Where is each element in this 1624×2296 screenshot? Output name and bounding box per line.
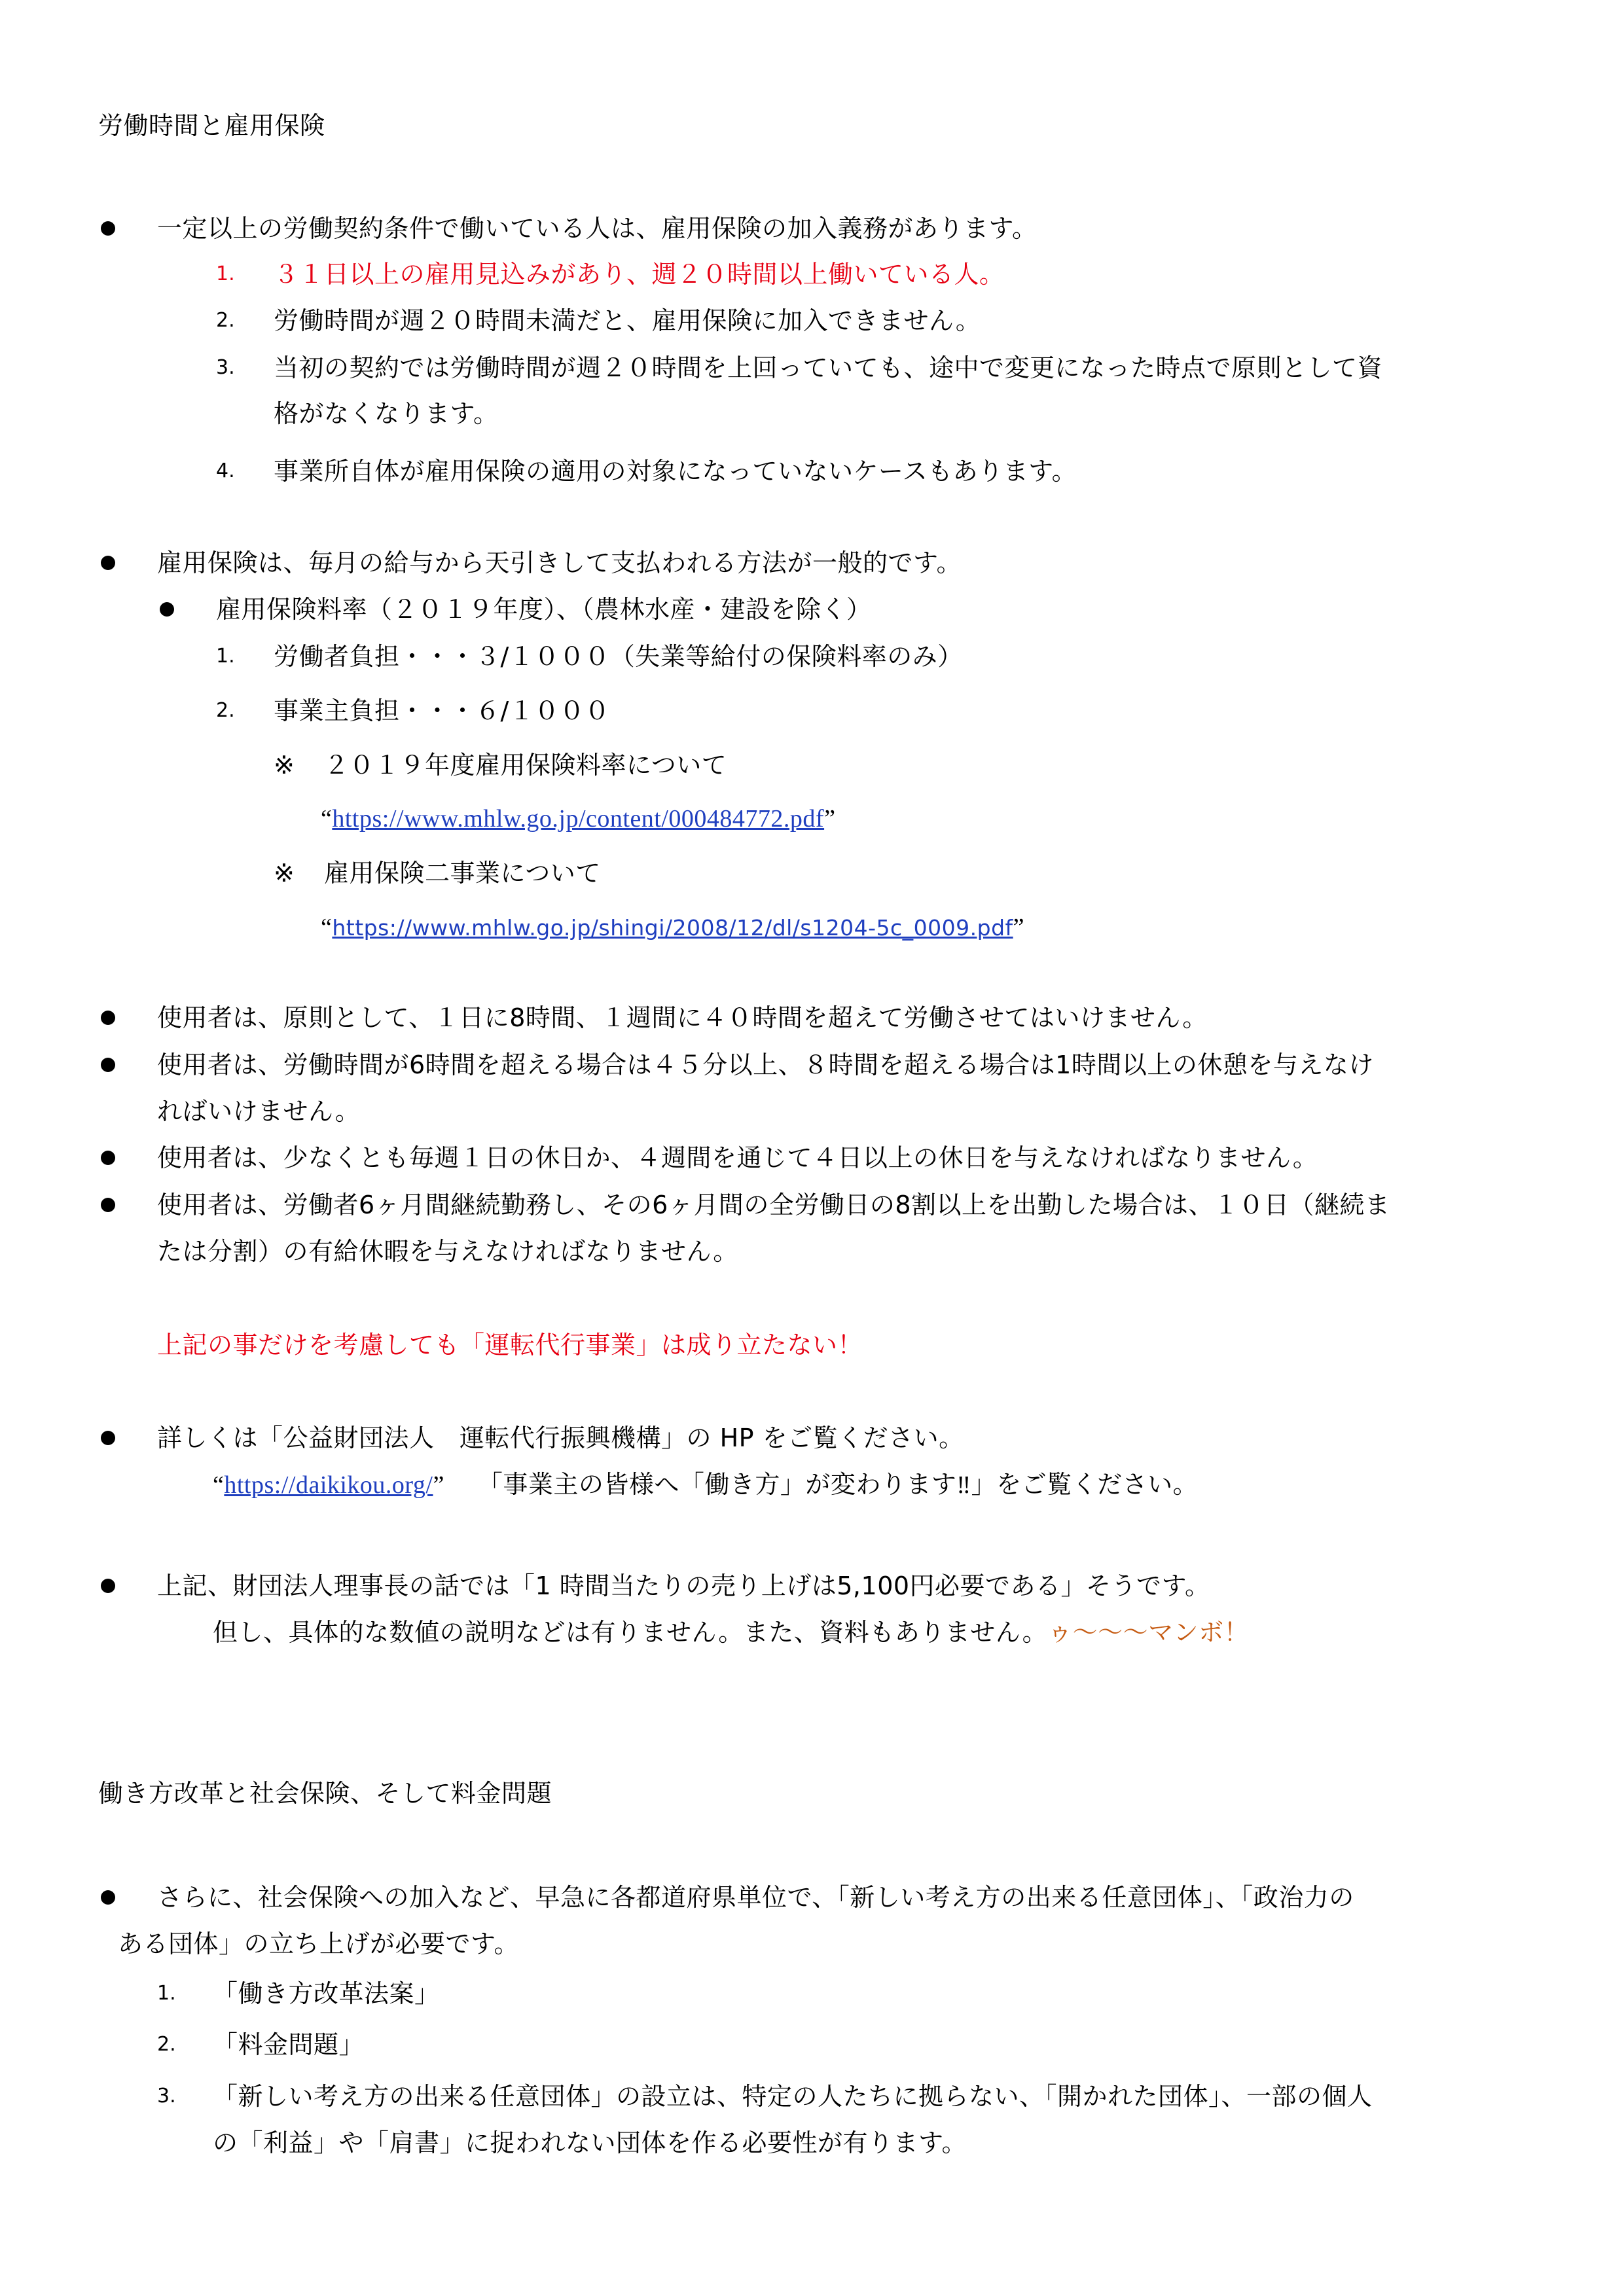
list-number: 2. xyxy=(216,699,235,722)
list-number: 3. xyxy=(216,356,235,379)
note-mark: ※ xyxy=(274,859,295,888)
list-number: 2. xyxy=(216,309,235,332)
bullet-continuation-line xyxy=(213,1613,1249,1652)
list-item-continuation: の「利益」や「肩書」に捉われない団体を作る必要性が有ります。 xyxy=(213,2128,967,2157)
open-quote: “ xyxy=(321,805,333,833)
reference-line xyxy=(213,1465,1198,1505)
list-item-text: 「新しい考え方の出来る任意団体」の設立は、特定の人たちに拠らない、「開かれた団体」、一部の個人 xyxy=(213,2082,1373,2111)
bullet-dot xyxy=(101,1058,115,1072)
sub-bullet-dot xyxy=(160,602,174,617)
list-number: 2. xyxy=(157,2033,176,2056)
mambo-exclaim: ゥ～～～マンボ！ xyxy=(1047,1618,1250,1647)
list-number: 1. xyxy=(157,1982,176,2005)
bullet-dot xyxy=(101,1890,115,1905)
open-quote: “ xyxy=(213,1471,225,1499)
list-item-text: 労働時間が週２０時間未満だと、雇用保険に加入できません。 xyxy=(274,306,981,335)
bullet-continuation: 但し、具体的な数値の説明などは有りません。また、資料もありません。 xyxy=(213,1618,1048,1647)
bullet-text: 使用者は、少なくとも毎週１日の休日か、４週間を通じて４日以上の休日を与えなければなりません。 xyxy=(157,1143,1318,1172)
bullet-continuation: ればいけません。 xyxy=(157,1097,361,1126)
bullet-dot xyxy=(101,1198,115,1212)
bullet-dot xyxy=(101,1011,115,1025)
reference-text: 「事業主の皆様へ「働き方」が変わります‼」をご覧ください。 xyxy=(490,1471,1199,1499)
list-item-text: 当初の契約では労働時間が週２０時間を上回っていても、途中で変更になった時点で原則として資 xyxy=(274,353,1383,382)
close-quote: ” xyxy=(824,805,836,833)
bullet-text: 使用者は、原則として、１日に8時間、１週間に４０時間を超えて労働させてはいけません。 xyxy=(157,1003,1208,1032)
rate-pdf-link[interactable]: https://www.mhlw.go.jp/content/000484772.pdf xyxy=(332,805,825,833)
close-quote: ” xyxy=(1013,914,1025,941)
daikikou-link[interactable]: https://daikikou.org/ xyxy=(224,1471,433,1499)
bullet-dot xyxy=(101,1579,115,1593)
open-quote: “ xyxy=(321,914,333,941)
list-item-text: 労働者負担・・・３/１０００（失業等給付の保険料率のみ） xyxy=(274,642,963,671)
bullet-continuation: ある団体」の立ち上げが必要です。 xyxy=(118,1929,519,1958)
section-heading-labor: 労働時間と雇用保険 xyxy=(98,111,325,140)
bullet-text: 使用者は、労働者6ヶ月間継続勤務し、その6ヶ月間の全労働日の8割以上を出勤した場合は、１０日（継続ま xyxy=(157,1191,1390,1219)
list-item-text: 「働き方改革法案」 xyxy=(213,1979,440,2008)
list-item-text: 「料金問題」 xyxy=(213,2030,365,2059)
bullet-text: 一定以上の労働契約条件で働いている人は、雇用保険の加入義務があります。 xyxy=(157,214,1038,243)
section-heading-reform: 働き方改革と社会保険、そして料金問題 xyxy=(98,1779,552,1808)
list-item-text: 事業主負担・・・６/１０００ xyxy=(274,696,610,725)
bullet-dot xyxy=(101,1151,115,1165)
list-number: 1. xyxy=(216,645,235,668)
note-text: ２０１９年度雇用保険料率について xyxy=(324,751,727,780)
bullet-text: 上記、財団法人理事長の話では「1 時間当たりの売り上げは5,100円必要である」そうです。 xyxy=(157,1571,1210,1600)
note-link-line xyxy=(321,907,1024,948)
bullet-dot xyxy=(101,221,115,236)
bullet-text: さらに、社会保険への加入など、早急に各都道府県単位で、「新しい考え方の出来る任意団体」、「政治力の xyxy=(157,1883,1354,1912)
note-mark: ※ xyxy=(274,751,295,780)
bullet-text: 詳しくは「公益財団法人 運転代行振興機構」の HP をご覧ください。 xyxy=(157,1424,964,1452)
warning-text: 上記の事だけを考慮しても「運転代行事業」は成り立たない！ xyxy=(157,1331,863,1359)
list-number: 1. xyxy=(216,262,235,285)
close-quote: ” xyxy=(433,1471,444,1499)
bullet-continuation: たは分割）の有給休暇を与えなければなりません。 xyxy=(157,1237,738,1266)
bullet-text: 使用者は、労働時間が6時間を超える場合は４５分以上、８時間を超える場合は1時間以上の休憩を与えなけ xyxy=(157,1050,1374,1079)
list-number: 3. xyxy=(157,2085,176,2108)
list-number: 4. xyxy=(216,459,235,482)
two-programs-pdf-link[interactable]: https://www.mhlw.go.jp/shingi/2008/12/dl/s1204-5c_0009.pdf xyxy=(332,915,1013,941)
note-link-line xyxy=(321,799,835,838)
list-item-continuation: 格がなくなります。 xyxy=(274,399,499,428)
bullet-dot xyxy=(101,1431,115,1445)
list-item-text: 事業所自体が雇用保険の適用の対象になっていないケースもあります。 xyxy=(274,457,1077,486)
bullet-text: 雇用保険は、毎月の給与から天引きして支払われる方法が一般的です。 xyxy=(157,548,962,577)
list-item-text: ３１日以上の雇用見込みがあり、週２０時間以上働いている人。 xyxy=(274,260,1005,289)
bullet-dot xyxy=(101,556,115,570)
note-text: 雇用保険二事業について xyxy=(324,859,601,888)
sub-bullet-text: 雇用保険料率（２０１９年度）、（農林水産・建設を除く） xyxy=(216,595,872,624)
